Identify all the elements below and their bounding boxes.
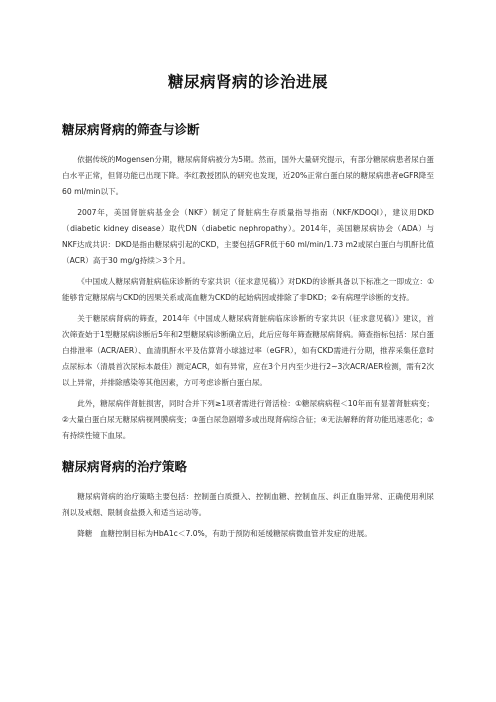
section-screening-diagnosis <box>62 122 434 444</box>
section-treatment-strategy <box>62 459 434 542</box>
paragraph: 依据传统的Mogensen分期，糖尿病肾病被分为5期。然而，国外大量研究提示，有部分糖尿病患者尿白蛋白水平正常，但肾功能已出现下降。李红教授团队的研究也发现，近20%正常白蛋白尿的糖尿病患者eGFR降至60 ml/min以下。 <box>62 155 434 196</box>
paragraph: 糖尿病肾病的治疗策略主要包括：控制蛋白质摄入、控制血糖、控制血压、纠正血脂异常、正确使用利尿剂以及戒烟、限制食盐摄入和适当运动等。 <box>62 492 434 517</box>
paragraph: 降糖 血糖控制目标为HbA1c＜7.0%，有助于预防和延缓糖尿病微血管并发症的进展。 <box>77 529 372 538</box>
paragraph: 关于糖尿病肾病的筛查，2014年《中国成人糖尿病肾脏病临床诊断的专家共识（征求意见稿）》建议，首次筛查始于1型糖尿病诊断后5年和2型糖尿病诊断确立后，此后应每年筛查糖尿病肾病。筛查指标包括：尿白蛋白排泄率（ACR/AER）、血清肌酐水平及估算肾小球滤过率（eGFR），如有CKD需进行分期，推荐采集任意时点尿标本（清晨首次尿标本最佳）测定ACR，如有异常，应在3个月内至少进行2~3次ACR/AER检测，需有2次以上异常，并排除感染等其他因素，方可考虑诊断白蛋白尿。 <box>62 314 434 387</box>
paragraph: 《中国成人糖尿病肾脏病临床诊断的专家共识（征求意见稿）》对DKD的诊断具备以下标准之一即成立：①能够肯定糖尿病与CKD的因果关系或高血糖为CKD的起始病因或排除了非DKD；②有病理学诊断的支持。 <box>62 277 434 302</box>
document-title: 糖尿病肾病的诊治进展 <box>167 73 328 91</box>
paragraph: 2007年，美国肾脏病基金会（NKF）制定了肾脏病生存质量指导指南（NKF/KDOQI），建议用DKD（diabetic kidney disease）取代DN（diabetic nephropathy）。2014年，美国糖尿病协会（ADA）与NKF达成共识：DKD是指由糖尿病引起的CKD，主要包括GFR低于60 ml/min/1.73 m2或尿白蛋白与肌酐比值（ACR）高于30 mg/g持续＞3个月。 <box>62 208 434 265</box>
section-heading: 糖尿病肾病的筛查与诊断 <box>62 122 200 137</box>
paragraph: 此外，糖尿病伴肾脏损害，同时合并下列≥1项者需进行肾活检：①糖尿病病程＜10年而有显著肾脏病变；②大量白蛋白尿无糖尿病视网膜病变；③蛋白尿急剧增多或出现肾病综合征；④无法解释的肾功能迅速恶化；⑤有持续性镜下血尿。 <box>62 399 434 440</box>
section-heading: 糖尿病肾病的治疗策略 <box>62 459 188 474</box>
